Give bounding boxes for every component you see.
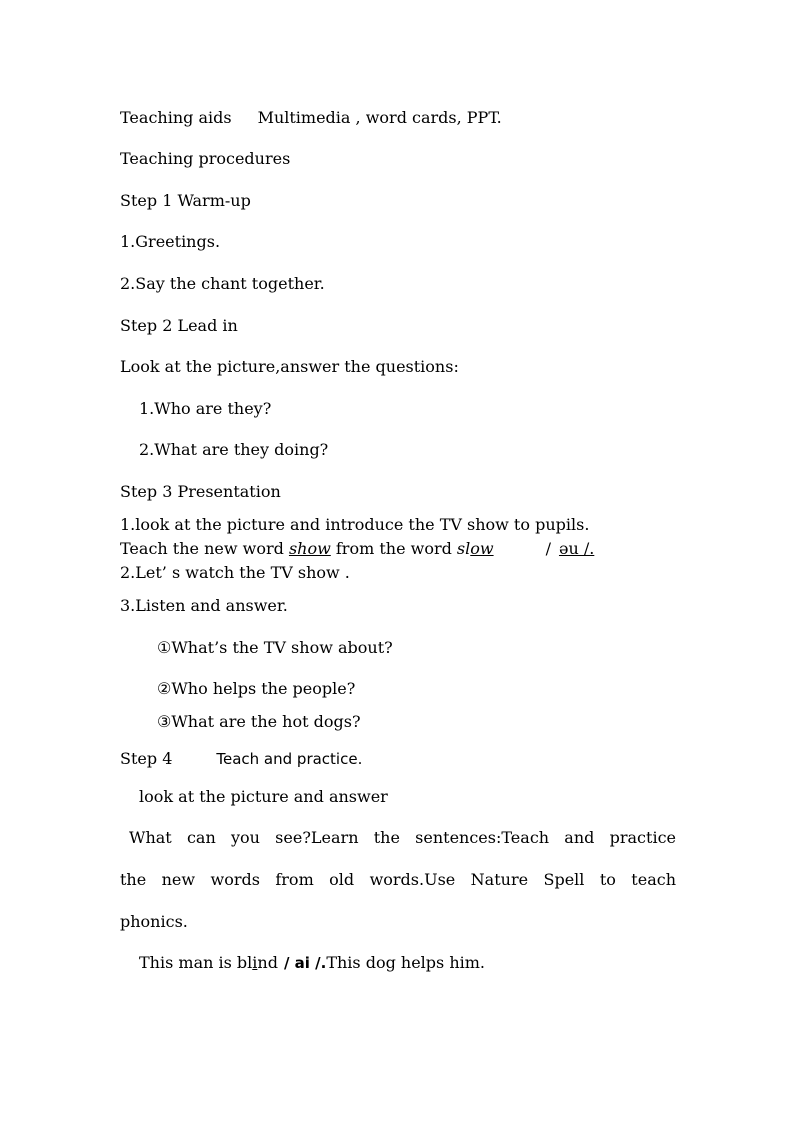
teaching-aids-value: Multimedia , word cards, PPT. — [257, 108, 502, 127]
word-slow-end: ow — [470, 539, 494, 558]
step3-question-2: ②Who helps the people? — [157, 679, 356, 698]
teaching-aids-label: Teaching aids — [120, 108, 232, 127]
step3-heading: Step 3 Presentation — [120, 482, 281, 501]
example-phonetic: / ai /. — [283, 954, 327, 972]
step4-heading-title: Teach and practice. — [216, 750, 363, 768]
step4-paragraph-line-2: the new words from old words.Use Nature Spell to teach — [120, 870, 676, 889]
step4-paragraph-line-1: What can you see?Learn the sentences:Teach and practice — [129, 828, 676, 847]
procedures-heading: Teaching procedures — [120, 149, 291, 168]
teaching-aids-line — [120, 108, 502, 128]
step3-line-3: 2.Let’ s watch the TV show . — [120, 563, 350, 582]
word-show: show — [288, 539, 331, 558]
step4-line-1: look at the picture and answer — [139, 787, 388, 806]
step2-question-1: 1.Who are they? — [139, 399, 272, 418]
example-end: This dog helps him. — [326, 953, 486, 972]
step3-line2-mid: from the word — [330, 539, 457, 558]
step2-intro: Look at the picture,answer the questions: — [120, 357, 459, 376]
example-letter-i: i — [252, 953, 258, 972]
step4-heading — [120, 749, 362, 769]
step1-item-1: 1.Greetings. — [120, 232, 221, 251]
phonetic-slash: / — [545, 539, 551, 558]
step3-line2-pre: Teach the new word — [120, 539, 289, 558]
step2-question-2: 2.What are they doing? — [139, 440, 329, 459]
step4-paragraph-line-3: phonics. — [120, 912, 188, 931]
example-post: nd — [257, 953, 278, 972]
step1-heading: Step 1 Warm-up — [120, 191, 251, 210]
step3-line-2 — [120, 539, 594, 559]
step4-example — [139, 953, 485, 973]
word-slow-start: sl — [456, 539, 471, 558]
example-pre: This man is bl — [139, 953, 253, 972]
step1-item-2: 2.Say the chant together. — [120, 274, 325, 293]
step4-heading-label: Step 4 — [120, 749, 173, 768]
phonetic-sound: əu /. — [558, 539, 595, 558]
step3-line-1: 1.look at the picture and introduce the TV show to pupils. — [120, 515, 590, 534]
step3-question-1: ①What’s the TV show about? — [157, 638, 393, 657]
step2-heading: Step 2 Lead in — [120, 316, 238, 335]
step3-line-4: 3.Listen and answer. — [120, 596, 288, 615]
step3-question-3: ③What are the hot dogs? — [157, 712, 361, 731]
